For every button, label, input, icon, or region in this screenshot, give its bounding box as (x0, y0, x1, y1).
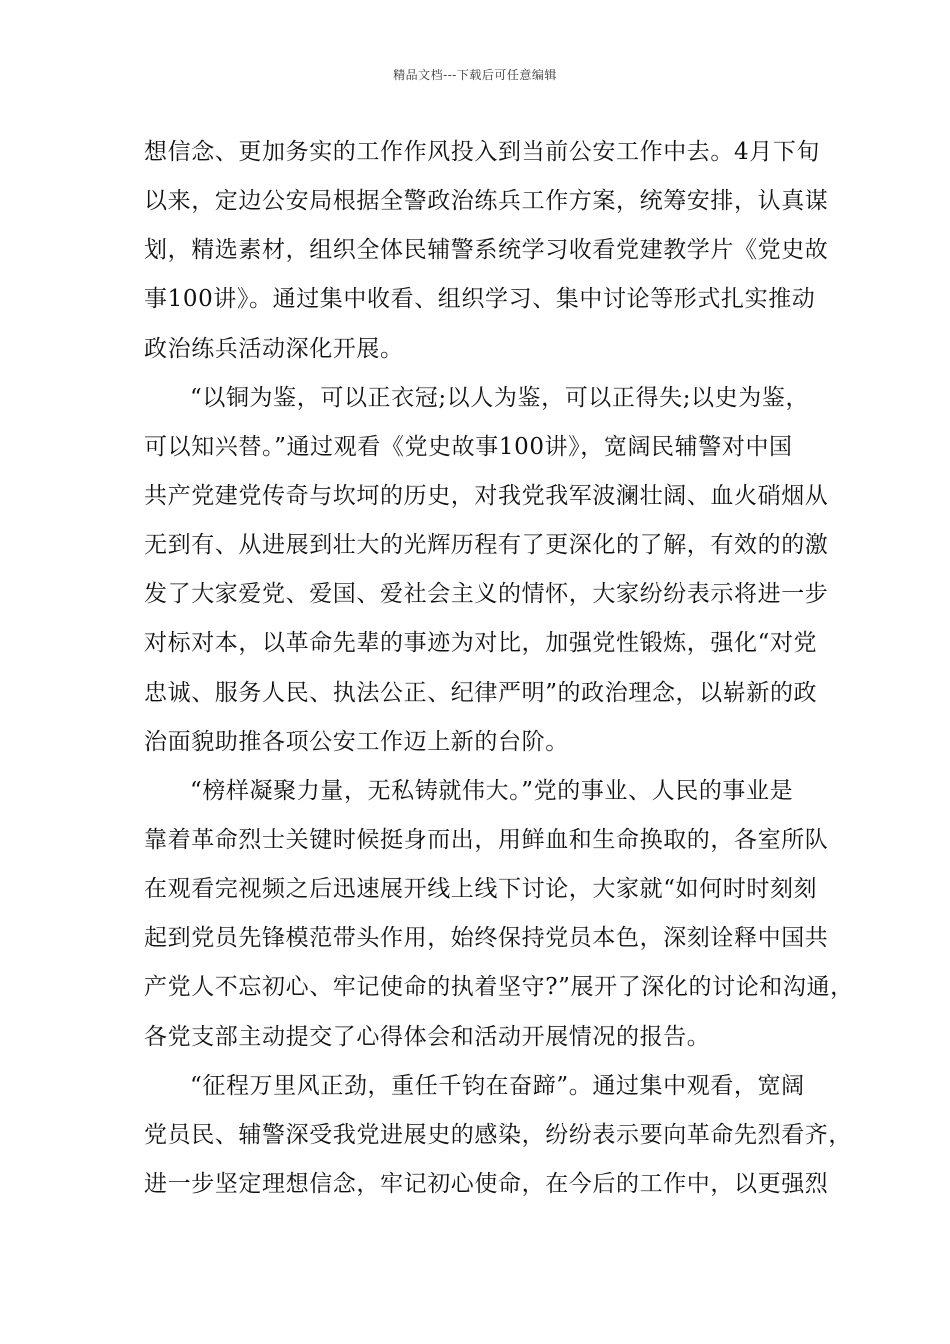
text-line: 发了大家爱党、爱国、爱社会主义的情怀，大家纷纷表示将进一步 (144, 581, 829, 608)
text-line: 共产党建党传奇与坎坷的历史，对我党我军波澜壮阔、血火硝烟从 (144, 482, 829, 509)
text-line: 党员民、辅警深受我党进展史的感染，纷纷表示要向革命先烈看齐， (144, 1121, 852, 1148)
document-body (144, 128, 854, 1209)
text-line: 可以知兴替。”通过观看《党史故事100讲》，宽阔民辅警对中国 (144, 433, 793, 460)
text-line: 各党支部主动提交了心得体会和活动开展情况的报告。 (144, 1023, 711, 1050)
text-line: 对标对本，以革命先辈的事迹为对比，加强党性锻炼，强化“对党 (144, 630, 818, 657)
text-line: 划，精选素材，组织全体民辅警系统学习收看党建教学片《党史故 (144, 237, 829, 264)
text-line: 事100讲》。通过集中收看、组织学习、集中讨论等形式扎实推动 (144, 286, 816, 313)
text-line: 进一步坚定理想信念，牢记初心使命，在今后的工作中，以更强烈 (144, 1170, 829, 1197)
text-line: 无到有、从进展到壮大的光辉历程有了更深化的了解，有效的的激 (144, 532, 829, 559)
page-header: 精品文档---下载后可任意编辑 (393, 68, 557, 82)
text-line: “以铜为鉴，可以正衣冠;以人为鉴，可以正得失;以史为鉴， (190, 384, 810, 411)
text-line: “征程万里风正劲，重任千钧在奋蹄”。通过集中观看，宽阔 (190, 1072, 805, 1099)
text-line: 靠着革命烈士关键时候挺身而出，用鲜血和生命换取的，各室所队 (144, 826, 829, 853)
text-line: 产党人不忘初心、牢记使命的执着坚守?”展开了深化的讨论和沟通， (144, 974, 854, 1001)
text-line: “榜样凝聚力量，无私铸就伟大。”党的事业、人民的事业是 (190, 777, 794, 804)
text-line: 治面貌助推各项公安工作迈上新的台阶。 (144, 728, 569, 755)
text-line: 政治练兵活动深化开展。 (144, 335, 404, 362)
text-line: 起到党员先锋模范带头作用，始终保持党员本色，深刻诠释中国共 (144, 925, 829, 952)
text-line: 忠诚、服务人民、执法公正、纪律严明”的政治理念，以崭新的政 (144, 679, 818, 706)
text-line: 想信念、更加务实的工作作风投入到当前公安工作中去。4月下旬 (144, 139, 821, 165)
text-line: 在观看完视频之后迅速展开线上线下讨论，大家就“如何时时刻刻 (144, 876, 818, 903)
text-line: 以来，定边公安局根据全警政治练兵工作方案，统筹安排，认真谋 (144, 188, 829, 215)
